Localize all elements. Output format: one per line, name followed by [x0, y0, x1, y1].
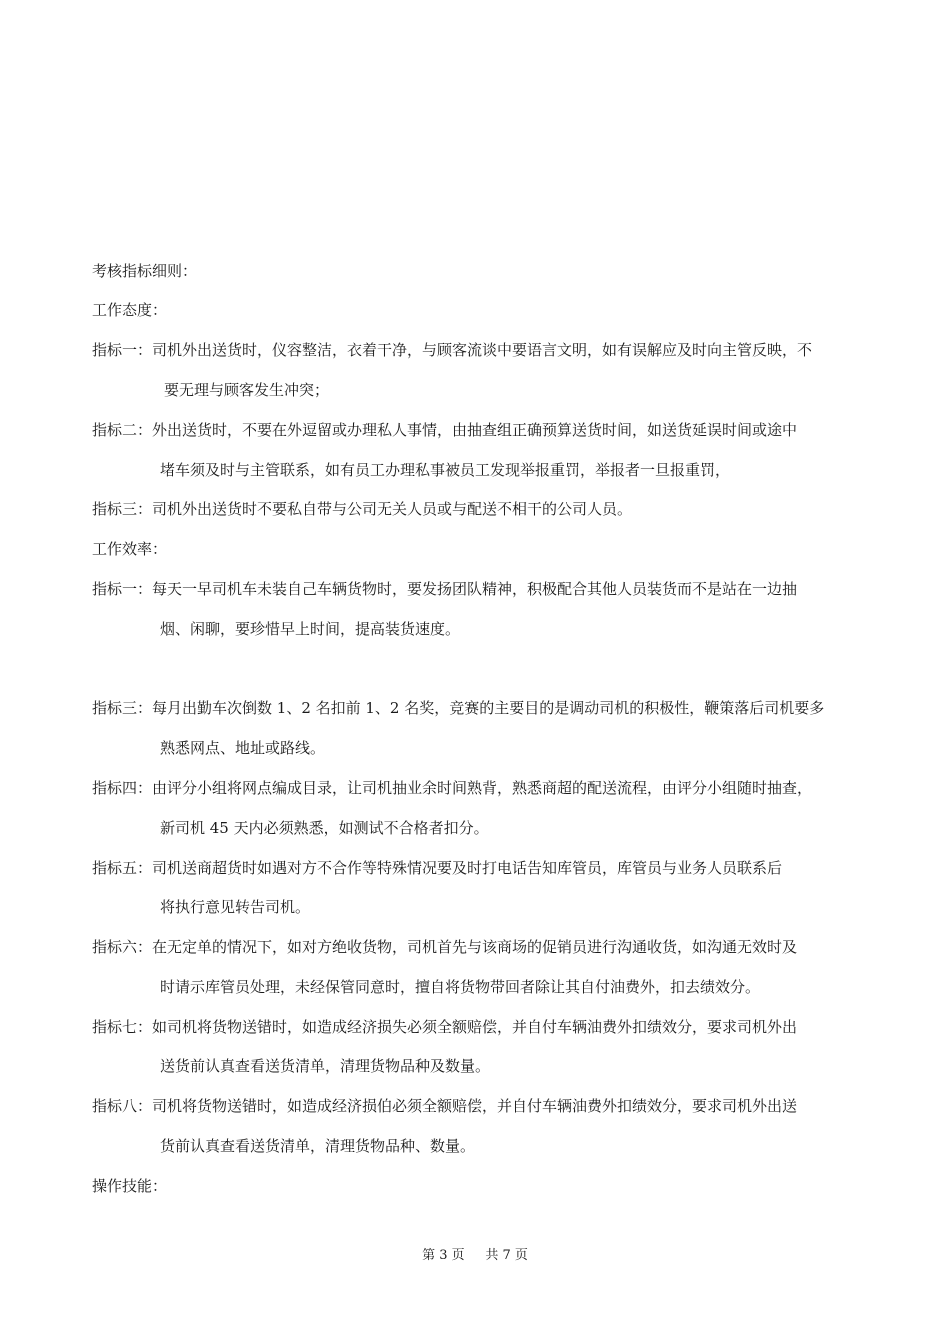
- efficiency-item-4-line1: 指标四：由评分小组将网点编成目录，让司机抽业余时间熟背，熟悉商超的配送流程，由评分小组随时抽查，: [92, 779, 813, 797]
- efficiency-item-8-line2: 货前认真查看送货清单，清理货物品种、数量。: [160, 1137, 476, 1155]
- section-title-skills: 操作技能：: [92, 1177, 168, 1195]
- efficiency-item-7-line2: 送货前认真查看送货清单，清理货物品种及数量。: [160, 1057, 491, 1075]
- attitude-item-1-line1: 指标一：司机外出送货时，仪容整洁，衣着干净，与顾客流谈中要语言文明，如有误解应及时向主管反映，不: [92, 341, 813, 359]
- efficiency-item-4-line2: 新司机 45 天内必须熟悉，如测试不合格者扣分。: [160, 819, 489, 837]
- attitude-item-2-line2: 堵车须及时与主管联系，如有员工办理私事被员工发现举报重罚，举报者一旦报重罚，: [160, 461, 731, 479]
- efficiency-item-5-line2: 将执行意见转告司机。: [160, 898, 311, 916]
- attitude-item-3: 指标三：司机外出送货时不要私自带与公司无关人员或与配送不相干的公司人员。: [92, 500, 633, 518]
- section-title-attitude: 工作态度：: [92, 301, 168, 319]
- efficiency-item-5-line1: 指标五：司机送商超货时如遇对方不合作等特殊情况要及时打电话告知库管员，库管员与业务人员联系后: [92, 859, 783, 877]
- page-footer: 第 3 页 共 7 页: [422, 1248, 528, 1263]
- efficiency-item-3-line2: 熟悉网点、地址或路线。: [160, 739, 326, 757]
- doc-heading: 考核指标细则：: [92, 262, 198, 280]
- efficiency-item-1-line1: 指标一：每天一早司机车未装自己车辆货物时，要发扬团队精神，积极配合其他人员装货而不是站在一边抽: [92, 580, 798, 598]
- efficiency-item-8-line1: 指标八：司机将货物送错时，如造成经济损伯必须全额赔偿，并自付车辆油费外扣绩效分，要求司机外出送: [92, 1097, 798, 1115]
- efficiency-item-6-line2: 时请示库管员处理，未经保管同意时，擅自将货物带回者除让其自付油费外，扣去绩效分。: [160, 978, 761, 996]
- efficiency-item-3-line1: 指标三：每月出勤车次倒数 1、2 名扣前 1、2 名奖，竞赛的主要目的是调动司机的积极性，鞭策落后司机要多: [92, 699, 825, 717]
- efficiency-item-7-line1: 指标七：如司机将货物送错时，如造成经济损失必须全额赔偿，并自付车辆油费外扣绩效分，要求司机外出: [92, 1018, 798, 1036]
- attitude-item-1-line2: 要无理与顾客发生冲突；: [164, 381, 330, 399]
- efficiency-item-6-line1: 指标六：在无定单的情况下，如对方绝收货物，司机首先与该商场的促销员进行沟通收货，如沟通无效时及: [92, 938, 798, 956]
- section-title-efficiency: 工作效率：: [92, 540, 168, 558]
- efficiency-item-1-line2: 烟、闲聊，要珍惜早上时间，提高装货速度。: [160, 620, 461, 638]
- attitude-item-2-line1: 指标二：外出送货时，不要在外逗留或办理私人事情，由抽查组正确预算送货时间，如送货延误时间或途中: [92, 421, 798, 439]
